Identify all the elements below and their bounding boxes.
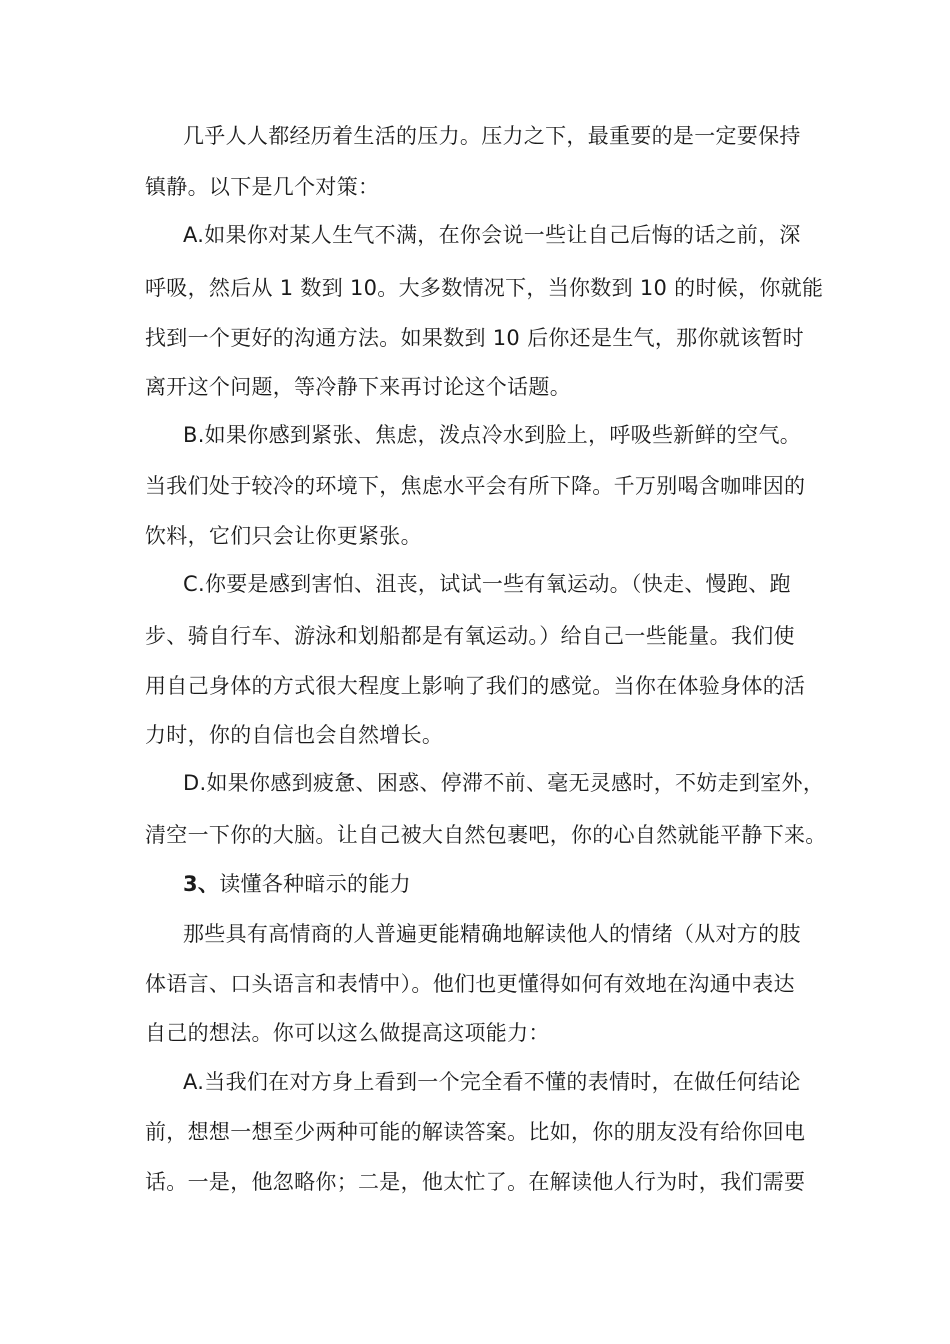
paragraph-line: 话。一是，他忽略你；二是，他太忙了。在解读他人行为时，我们需要 [145,1170,806,1194]
paragraph-line: D.如果你感到疲惫、困惑、停滞不前、毫无灵感时，不妨走到室外， [183,771,825,795]
paragraph-line: 那些具有高情商的人普遍更能精确地解读他人的情绪（从对方的肢 [183,922,801,946]
section-title: 读懂各种暗示的能力 [219,872,411,896]
paragraph-line: 离开这个问题，等冷静下来再讨论这个话题。 [145,375,571,399]
paragraph-line: 力时，你的自信也会自然增长。 [145,723,444,747]
section-number: 3、 [183,872,220,896]
paragraph-line: 清空一下你的大脑。让自己被大自然包裹吧，你的心自然就能平静下来。 [145,823,827,847]
paragraph-line: 镇静。以下是几个对策： [145,175,380,199]
paragraph-line: 体语言、口头语言和表情中）。他们也更懂得如何有效地在沟通中表达 [145,972,795,996]
paragraph-line: B.如果你感到紧张、焦虑，泼点冷水到脸上，呼吸些新鲜的空气。 [183,423,802,447]
paragraph-line: 步、骑自行车、游泳和划船都是有氧运动。）给自己一些能量。我们使 [145,624,795,648]
paragraph-line: 前，想想一想至少两种可能的解读答案。比如，你的朋友没有给你回电 [145,1120,806,1144]
paragraph-line: 用自己身体的方式很大程度上影响了我们的感觉。当你在体验身体的活 [145,674,806,698]
paragraph-line: 找到一个更好的沟通方法。如果数到 10 后你还是生气，那你就该暂时 [145,326,804,350]
section-heading [183,870,810,898]
paragraph-line: 饮料，它们只会让你更紧张。 [145,524,422,548]
paragraph-line: 当我们处于较冷的环境下，焦虑水平会有所下降。千万别喝含咖啡因的 [145,474,806,498]
paragraph-line: 几乎人人都经历着生活的压力。压力之下，最重要的是一定要保持 [183,124,801,148]
paragraph-line: C.你要是感到害怕、沮丧，试试一些有氧运动。（快走、慢跑、跑 [183,572,791,596]
paragraph-line: 自己的想法。你可以这么做提高这项能力： [145,1021,550,1045]
paragraph-line: 呼吸，然后从 1 数到 10。大多数情况下，当你数到 10 的时候，你就能 [145,276,824,300]
paragraph-line: A.当我们在对方身上看到一个完全看不懂的表情时，在做任何结论 [183,1070,801,1094]
paragraph-line: A.如果你对某人生气不满，在你会说一些让自己后悔的话之前，深 [183,223,801,247]
